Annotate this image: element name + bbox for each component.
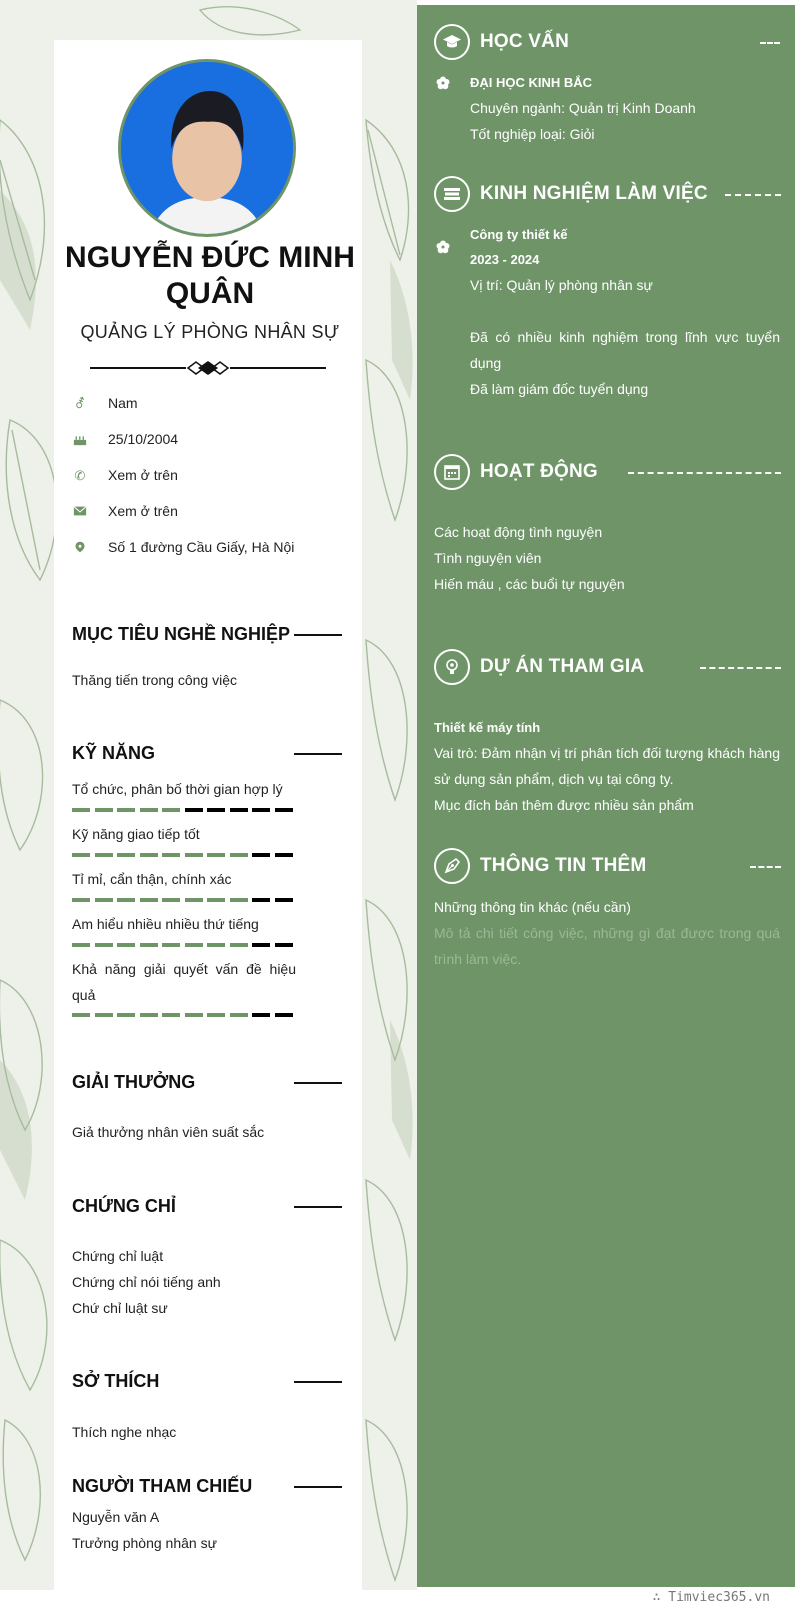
- projects-title-dash: [700, 667, 781, 671]
- skill-segment-filled: [95, 898, 113, 902]
- project-name: Thiết kế máy tính: [434, 720, 541, 735]
- objective-text: Thăng tiến trong công việc: [72, 672, 237, 688]
- education-title-dash: [760, 42, 780, 46]
- contact-email: [72, 502, 352, 522]
- skill-name-line1: Khả năng giải quyết vấn đề hiệu: [72, 961, 296, 977]
- awards-title: GIẢI THƯỞNG: [72, 1072, 196, 1092]
- skill-segment-filled: [72, 943, 90, 947]
- skill-segment-filled: [162, 898, 180, 902]
- skill-segment-filled: [230, 898, 248, 902]
- contact-gender: [72, 394, 352, 414]
- education-school: ĐẠI HỌC KINH BẮC: [470, 75, 593, 90]
- skills-title-line: [294, 753, 342, 755]
- references-title-line: [294, 1486, 342, 1488]
- skill-segment-filled: [140, 1013, 158, 1017]
- certificates-title: CHỨNG CHỈ: [72, 1196, 176, 1216]
- hobbies-title-line: [294, 1381, 342, 1383]
- skill-name: Kỹ năng giao tiếp tốt: [72, 826, 200, 842]
- hobby-item: Thích nghe nhạc: [72, 1424, 177, 1440]
- skill-segment-empty: [252, 853, 270, 857]
- skill-segment-empty: [275, 808, 293, 812]
- experience-desc-line1: Đã có nhiều kinh nghiệm trong lĩnh vực tuyển: [470, 329, 780, 345]
- experience-title: KINH NGHIỆM LÀM VIỆC: [480, 183, 708, 204]
- skill-segment-filled: [72, 853, 90, 857]
- skill-segment-empty: [275, 943, 293, 947]
- additional-placeholder-line2: trình làm việc.: [434, 951, 522, 967]
- skill-segment-filled: [162, 853, 180, 857]
- certificates-title-line: [294, 1206, 342, 1208]
- contact-email-value: Xem ở trên: [108, 503, 178, 519]
- flower-bullet-icon: [436, 76, 450, 90]
- birthday-cake-icon: [72, 432, 88, 448]
- skill-segment-filled: [95, 943, 113, 947]
- activities-title-dash: [628, 472, 781, 476]
- contact-birthday-value: 25/10/2004: [108, 431, 179, 447]
- experience-title-dash: [725, 194, 781, 198]
- books-icon: [434, 176, 470, 212]
- skill-segment-filled: [72, 808, 90, 812]
- project-role-line1: Vai trò: Đảm nhận vị trí phân tích đối tượng khách hàng: [434, 745, 780, 761]
- skill-segment-filled: [95, 853, 113, 857]
- education-grade: Tốt nghiệp loại: Giỏi: [470, 126, 595, 142]
- activity-item: Tình nguyện viên: [434, 550, 542, 566]
- activity-item: Hiến máu , các buổi tự nguyện: [434, 576, 625, 592]
- reference-item: Trưởng phòng nhân sự: [72, 1535, 217, 1551]
- calendar-icon: [434, 454, 470, 490]
- skill-name: Am hiểu nhiều nhiều thứ tiếng: [72, 916, 259, 932]
- objective-title: MỤC TIÊU NGHỀ NGHIỆP: [72, 624, 291, 644]
- activity-item: Các hoạt động tình nguyện: [434, 524, 603, 540]
- skill-segment-filled: [230, 1013, 248, 1017]
- experience-position: Vị trí: Quản lý phòng nhân sự: [470, 277, 653, 293]
- skill-segment-empty: [185, 808, 203, 812]
- reference-item: Nguyễn văn A: [72, 1509, 160, 1525]
- skill-segment-filled: [140, 898, 158, 902]
- profile-photo: [121, 62, 293, 234]
- additional-title: THÔNG TIN THÊM: [480, 855, 647, 876]
- skill-segment-filled: [117, 853, 135, 857]
- contact-address-value: Số 1 đường Cầu Giấy, Hà Nội: [108, 539, 295, 555]
- phone-icon: ✆: [74, 468, 86, 483]
- skill-segment-filled: [140, 808, 158, 812]
- pen-nib-icon: [434, 848, 470, 884]
- skill-segment-empty: [252, 1013, 270, 1017]
- skill-level-bar: [72, 898, 296, 902]
- skill-segment-filled: [185, 1013, 203, 1017]
- additional-text: Những thông tin khác (nếu cần): [434, 899, 631, 915]
- projects-title: DỰ ÁN THAM GIA: [480, 656, 645, 677]
- skill-segment-filled: [162, 1013, 180, 1017]
- contact-address: [72, 538, 352, 558]
- graduation-cap-icon: [434, 24, 470, 60]
- skill-segment-filled: [117, 808, 135, 812]
- skill-segment-filled: [230, 853, 248, 857]
- certificate-item: Chứng chỉ luật: [72, 1248, 164, 1264]
- skill-name: [72, 956, 296, 1008]
- skill-segment-filled: [207, 853, 225, 857]
- project-goal: Mục đích bán thêm được nhiều sản phẩm: [434, 797, 694, 813]
- award-item: Giả thưởng nhân viên suất sắc: [72, 1124, 265, 1140]
- project-role-line2: sử dụng sản phẩm, dịch vụ tại công ty.: [434, 771, 674, 787]
- skill-level-bar: [72, 1013, 296, 1017]
- certificate-item: Chứng chỉ nói tiếng anh: [72, 1274, 221, 1290]
- references-title: NGƯỜI THAM CHIẾU: [72, 1476, 253, 1496]
- candidate-name-line2: QUÂN: [165, 277, 255, 310]
- skill-level-bar: [72, 943, 296, 947]
- avatar: [118, 59, 296, 237]
- skill-segment-filled: [162, 943, 180, 947]
- location-pin-icon: [72, 540, 88, 556]
- education-major: Chuyên ngành: Quản trị Kinh Doanh: [470, 100, 696, 116]
- email-icon: [72, 504, 88, 520]
- flower-bullet-icon: [436, 240, 450, 254]
- experience-desc-line2: dụng: [470, 355, 502, 371]
- ornament-divider: [90, 361, 326, 375]
- skill-segment-filled: [117, 943, 135, 947]
- skill-segment-empty: [252, 943, 270, 947]
- skill-name: Tổ chức, phân bố thời gian hợp lý: [72, 781, 283, 797]
- watermark: ∴ Timviec365.vn: [652, 1590, 770, 1605]
- skill-segment-filled: [185, 853, 203, 857]
- lightbulb-gear-icon: [434, 649, 470, 685]
- experience-company: Công ty thiết kế: [470, 227, 568, 242]
- certificate-item: Chứ chỉ luật sư: [72, 1300, 168, 1316]
- skill-segment-filled: [207, 1013, 225, 1017]
- skill-segment-filled: [117, 1013, 135, 1017]
- skill-segment-empty: [252, 898, 270, 902]
- skill-segment-filled: [72, 898, 90, 902]
- skill-segment-empty: [207, 808, 225, 812]
- skill-segment-empty: [230, 808, 248, 812]
- skills-title: KỸ NĂNG: [72, 743, 156, 763]
- gender-icon: ⚦: [74, 396, 86, 411]
- skill-segment-filled: [72, 1013, 90, 1017]
- contact-phone: [72, 466, 352, 486]
- job-title: QUẢNG LÝ PHÒNG NHÂN SỰ: [80, 322, 340, 342]
- education-title: HỌC VẤN: [480, 31, 570, 52]
- skill-level-bar: [72, 808, 296, 812]
- candidate-name: [60, 240, 360, 312]
- contact-phone-value: Xem ở trên: [108, 467, 178, 483]
- hobbies-title: SỞ THÍCH: [72, 1371, 160, 1391]
- experience-desc-line3: Đã làm giám đốc tuyển dụng: [470, 381, 649, 397]
- skill-level-bar: [72, 853, 296, 857]
- contact-birthday: [72, 430, 352, 450]
- skill-segment-filled: [162, 808, 180, 812]
- skill-segment-empty: [252, 808, 270, 812]
- skill-segment-filled: [185, 943, 203, 947]
- skill-segment-filled: [95, 1013, 113, 1017]
- skill-segment-empty: [275, 853, 293, 857]
- awards-title-line: [294, 1082, 342, 1084]
- skill-segment-filled: [140, 943, 158, 947]
- skill-name-line2: quả: [72, 987, 96, 1003]
- additional-title-dash: [750, 866, 781, 870]
- skill-segment-filled: [230, 943, 248, 947]
- contact-gender-value: Nam: [108, 395, 138, 411]
- skill-segment-filled: [207, 943, 225, 947]
- skill-name: Tỉ mỉ, cẩn thận, chính xác: [72, 871, 232, 887]
- additional-placeholder-line1: Mô tả chi tiết công việc, những gì đạt được trong quá: [434, 925, 780, 941]
- activities-title: HOẠT ĐỘNG: [480, 461, 598, 482]
- skill-segment-filled: [207, 898, 225, 902]
- skill-segment-empty: [275, 1013, 293, 1017]
- skill-segment-filled: [95, 808, 113, 812]
- objective-title-line: [294, 634, 342, 636]
- candidate-name-line1: NGUYỄN ĐỨC MINH: [65, 241, 355, 274]
- skill-segment-filled: [117, 898, 135, 902]
- experience-period: 2023 - 2024: [470, 252, 540, 267]
- skill-segment-filled: [140, 853, 158, 857]
- skill-segment-empty: [275, 898, 293, 902]
- skill-segment-filled: [185, 898, 203, 902]
